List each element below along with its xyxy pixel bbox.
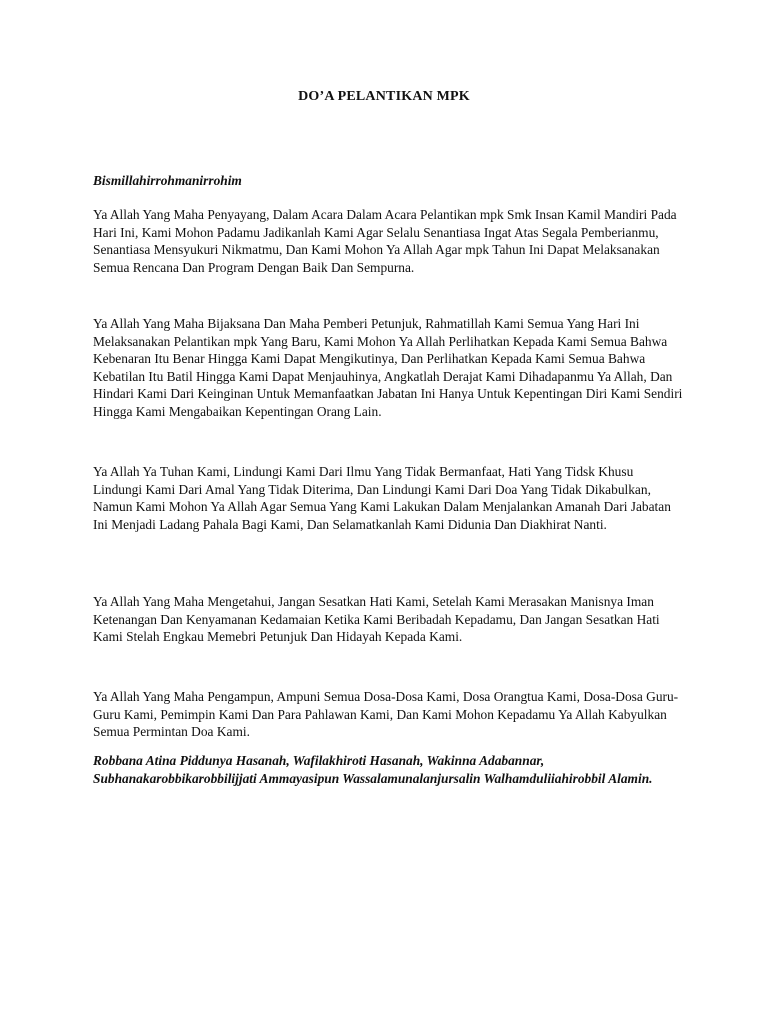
document-title: DO’A PELANTIKAN MPK [298, 89, 470, 104]
prayer-paragraph-5: Ya Allah Yang Maha Pengampun, Ampuni Semua Dosa-Dosa Kami, Dosa Orangtua Kami, Dosa-Dosa Guru-Guru Kami, Pemimpin Kami Dan Para Pahlawan Kami, Dan Kami Mohon Kepadamu Ya Allah Kabyulkan Semua Permintan Doa Kami. [93, 689, 679, 740]
prayer-paragraph-2: Ya Allah Yang Maha Bijaksana Dan Maha Pemberi Petunjuk, Rahmatillah Kami Semua Yang Hari Ini Melaksanakan Pelantikan mpk Yang Baru, Kami Mohon Ya Allah Perlihatkan Kepada Kami Semua Bahwa Kebenaran Itu Benar Hingga Kami Dapat Mengikutinya, Dan Perlihatkan Kepada Kami Semua Bahwa Kebatilan Itu Batil Hingga Kami Dapat Menjauhinya, Angkatlah Derajat Kami Dihadapanmu Ya Allah, Dan Hindari Kami Dari Keinginan Untuk Memanfaatkan Jabatan Ini Hanya Untuk Kepentingan Diri Kami Sendiri Hingga Kami Mengabaikan Kepentingan Orang Lain. [93, 316, 683, 419]
prayer-paragraph-3: Ya Allah Ya Tuhan Kami, Lindungi Kami Dari Ilmu Yang Tidak Bermanfaat, Hati Yang Tidsk Khusu Lindungi Kami Dari Amal Yang Tidak Diterima, Dan Lindungi Kami Dari Doa Yang Tidak Dikabulkan, Namun Kami Mohon Ya Allah Agar Semua Yang Kami Lakukan Dalam Menjalankan Amanah Dari Jabatan Ini Menjadi Ladang Pahala Bagi Kami, Dan Selamatkanlah Kami Didunia Dan Diakhirat Nanti. [93, 464, 671, 532]
prayer-paragraph-1: Ya Allah Yang Maha Penyayang, Dalam Acara Dalam Acara Pelantikan mpk Smk Insan Kamil Mandiri Pada Hari Ini, Kami Mohon Padamu Jadikanlah Kami Agar Selalu Senantiasa Ingat Atas Segala Pemberianmu, Senantiasa Mensyukuri Nikmatmu, Dan Kami Mohon Ya Allah Agar mpk Tahun Ini Dapat Melaksanakan Semua Rencana Dan Program Dengan Baik Dan Sempurna. [93, 207, 677, 275]
opening-phrase: Bismillahirrohmanirrohim [93, 173, 242, 188]
prayer-paragraph-4: Ya Allah Yang Maha Mengetahui, Jangan Sesatkan Hati Kami, Setelah Kami Merasakan Manisnya Iman Ketenangan Dan Kenyamanan Kedamaian Ketika Kami Beribadah Kepadamu, Dan Jangan Sesatkan Hati Kami Stelah Engkau Memebri Petunjuk Dan Hidayah Kepada Kami. [93, 594, 660, 645]
closing-prayer: Robbana Atina Piddunya Hasanah, Wafilakhiroti Hasanah, Wakinna Adabannar, Subhanakarobbikarobbilijjati Ammayasipun Wassalamunalanjursalin Walhamduliiahirobbil Alamin. [93, 753, 653, 786]
